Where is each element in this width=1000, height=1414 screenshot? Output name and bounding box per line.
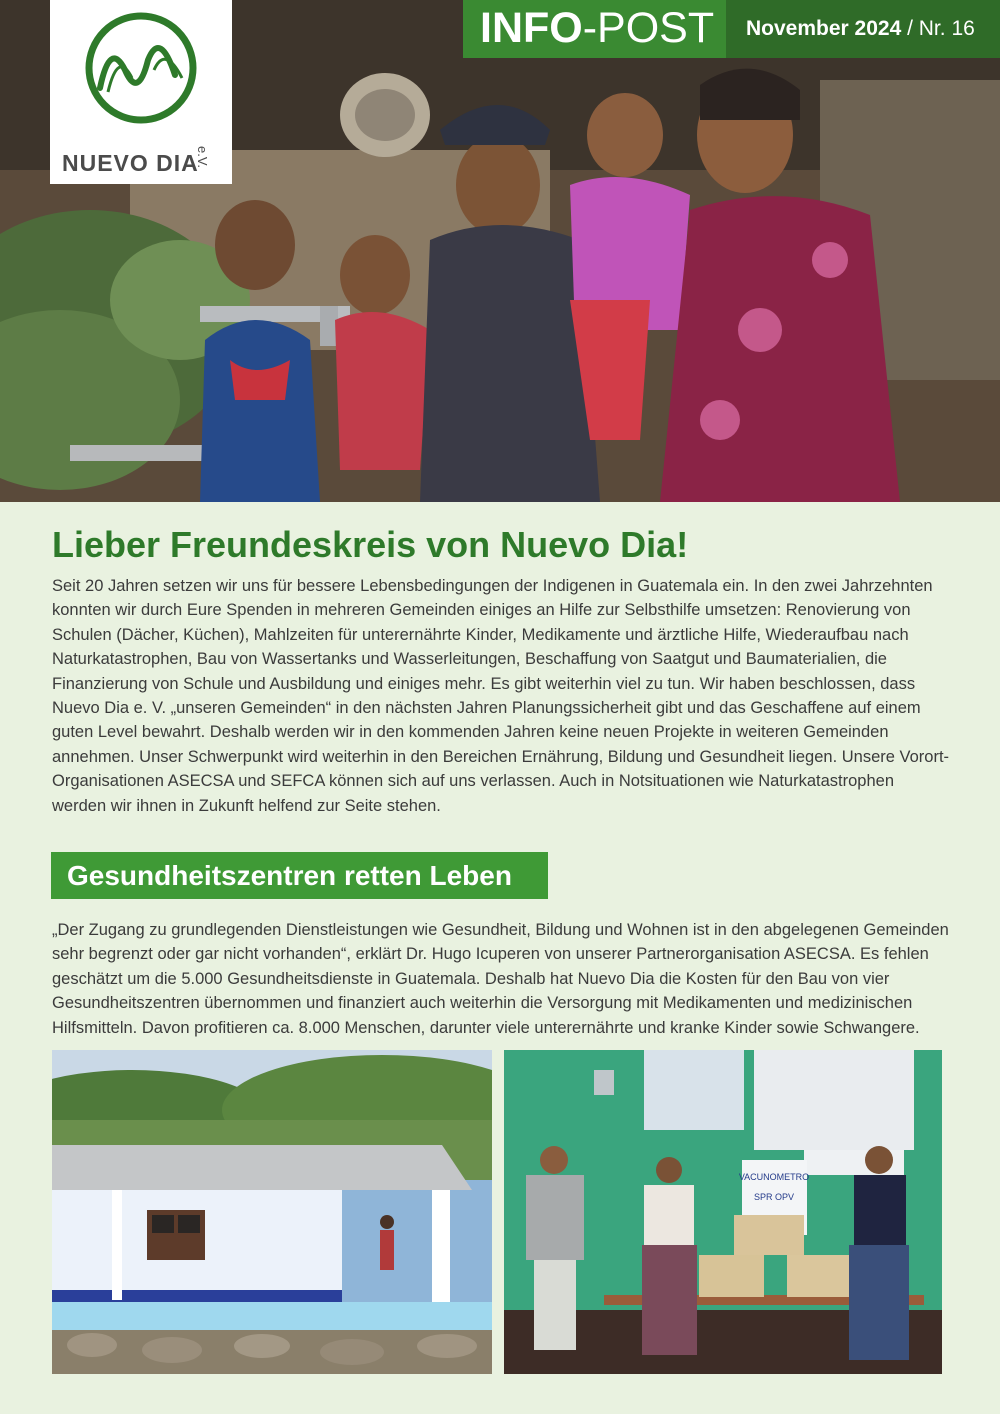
poster-subtitle: SPR OPV xyxy=(753,1192,795,1202)
logo-name: NUEVO DIA xyxy=(62,150,199,176)
greeting-title: Lieber Freundeskreis von Nuevo Dia! xyxy=(52,524,689,565)
issue-number: / Nr. 16 xyxy=(901,17,975,40)
banner-title-bold: INFO xyxy=(480,4,583,52)
photo-health-center-interior xyxy=(504,1050,942,1374)
interior-illustration xyxy=(504,1050,942,1374)
logo-suffix: e.V. xyxy=(195,146,210,168)
section-heading: Gesundheitszentren retten Leben xyxy=(51,852,548,899)
building-illustration xyxy=(52,1050,492,1374)
banner-title xyxy=(480,4,714,53)
info-post-banner xyxy=(463,0,726,58)
issue-date xyxy=(746,17,975,41)
issue-month: November 2024 xyxy=(746,17,902,40)
nuevo-dia-logo-icon xyxy=(50,0,232,150)
poster-title: VACUNOMETRO xyxy=(738,1172,810,1182)
banner-title-rest: -POST xyxy=(582,4,715,52)
greeting-text: Seit 20 Jahren setzen wir uns für bessere Lebensbedingungen der Indigenen in Guatemala ein. In den zwei Jahrzehnten konnten wir durch Eure Spenden in mehreren Gemeinden einiges an Hilfe zur Selbsthilfe umsetzen: Renovierung von Schulen (Dächer, Küchen), Mahlzeiten für unterernährte Kinder, Medikamente und ärztliche Hilfe, Wiederaufbau nach Naturkatastrophen, Bau von Wassertanks und Wasserleitungen, Beschaffung von Saatgut und Baumaterialien, die Finanzierung von Schule und Ausbildung und einiges mehr. Es gibt weiterhin viel zu tun. Wir haben beschlossen, dass Nuevo Dia e. V. „unseren Gemeinden“ in den nächsten Jahren Planungssicherheit gibt und das Geschaffene auf einem guten Level bewahrt. Deshalb werden wir in den kommenden Jahren keine neuen Projekte in weiteren Gemeinden annehmen. Unser Schwerpunkt wird weiterhin in den Bereichen Ernährung, Bildung und Gesundheit liegen. Unsere Vorort-Organisationen ASECSA und SEFCA können sich auf uns verlassen. Auch in Notsituationen wie Naturkatastrophen werden wir ihnen in Zukunft helfend zur Seite stehen. xyxy=(52,577,950,815)
issue-banner xyxy=(726,0,1000,58)
logo xyxy=(50,0,232,184)
photo-health-center-building xyxy=(52,1050,492,1374)
health-text: „Der Zugang zu grundlegenden Dienstleistungen wie Gesundheit, Bildung und Wohnen ist in den abgelegenen Gemeinden sehr begrenzt oder gar nicht vorhanden“, erklärt Dr. Hugo Icuperen von unserer Partnerorganisation ASECSA. Es fehlen geschätzt um die 5.000 Gesundheitsdienste in Guatemala. Deshalb hat Nuevo Dia die Kosten für den Bau von vier Gesundheitszentren übernommen und finanziert auch weiterhin die Versorgung mit Medikamenten und medizinischen Hilfsmitteln. Davon profitieren ca. 8.000 Menschen, darunter viele unterernährte und kranke Kinder sowie Schwangere. xyxy=(52,921,949,1037)
